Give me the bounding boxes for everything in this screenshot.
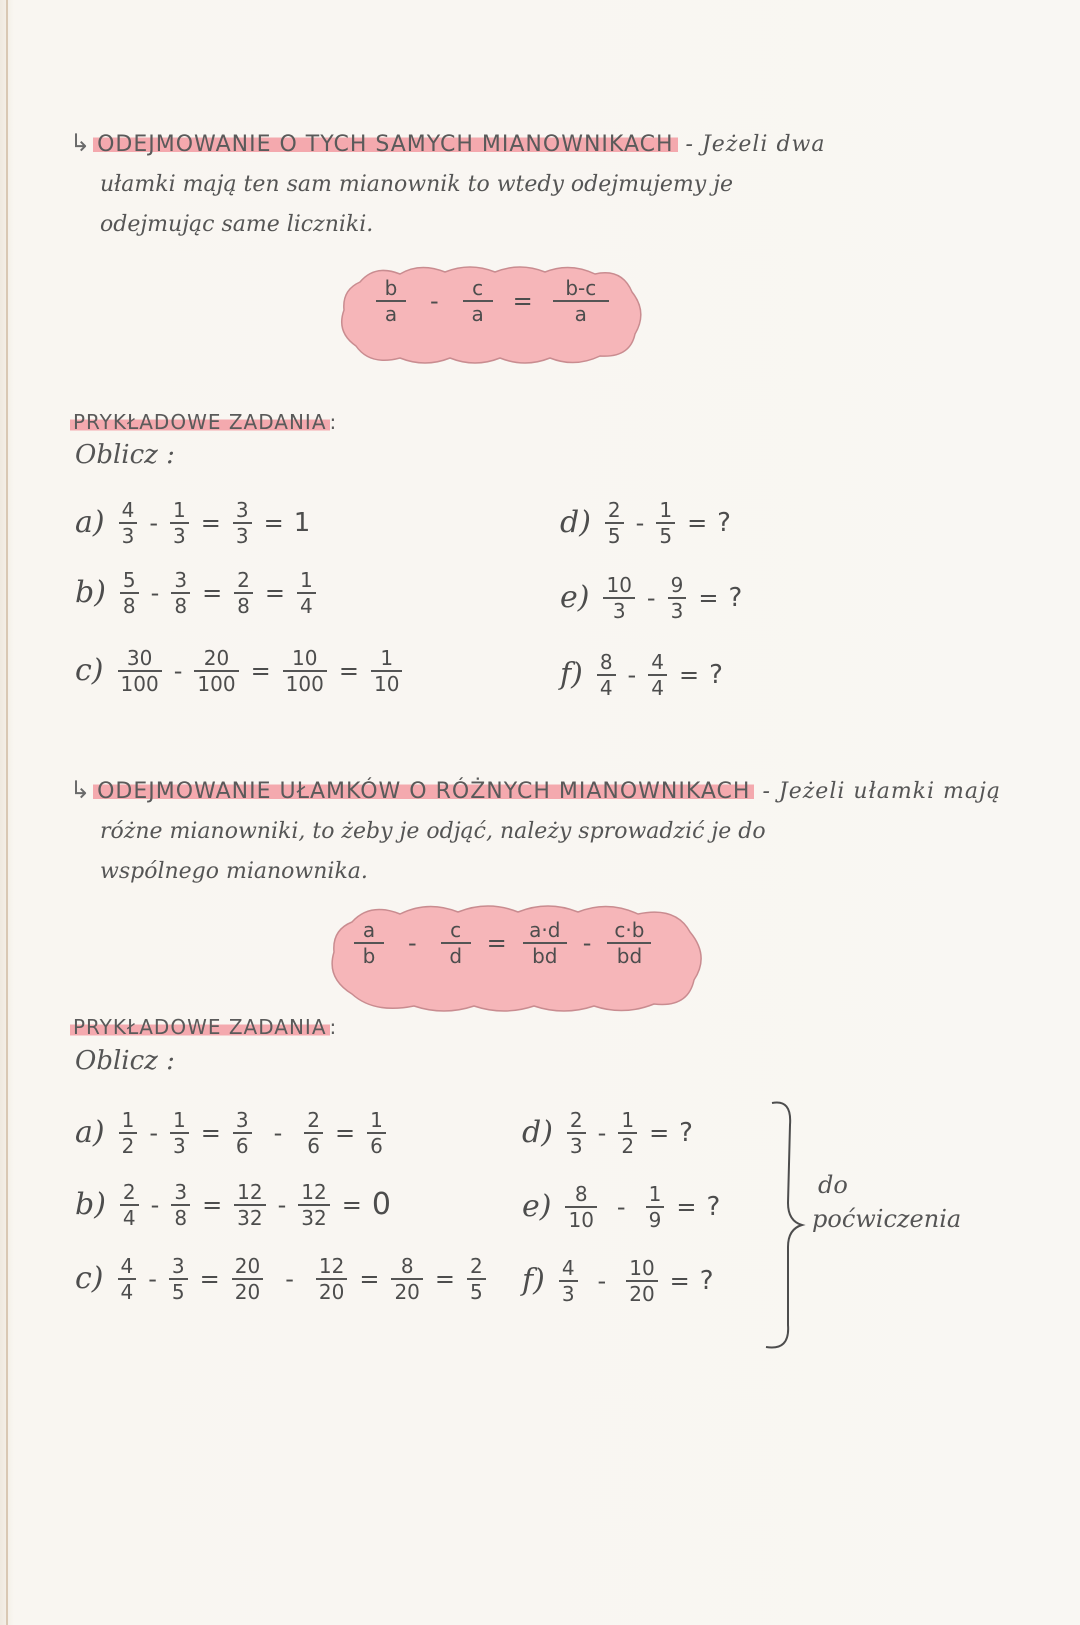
numerator: 2 xyxy=(607,498,621,522)
numerator: 12 xyxy=(301,1180,327,1204)
numerator: 2 xyxy=(569,1108,583,1132)
numerator: 1 xyxy=(173,1108,186,1132)
question-mark: ? xyxy=(728,582,743,613)
minus-sign: - xyxy=(627,660,637,689)
section2-examples-title xyxy=(70,1015,337,1039)
denominator: 3 xyxy=(173,523,186,548)
equals-sign: = xyxy=(199,1264,220,1293)
denominator: 3 xyxy=(235,523,249,548)
numerator: 1 xyxy=(300,568,313,592)
numerator: 10 xyxy=(629,1256,655,1280)
arrow-icon: ↳ xyxy=(70,776,92,804)
denominator: 3 xyxy=(173,1133,186,1158)
formula1-frac-result xyxy=(553,278,609,324)
example-label: c) xyxy=(75,653,104,689)
denominator: 6 xyxy=(235,1133,249,1158)
examples-title-text: PRYKŁADOWE ZADANIA xyxy=(70,1015,330,1039)
denominator: 4 xyxy=(599,675,613,700)
minus-sign: - xyxy=(273,1118,283,1147)
formula1-frac-a xyxy=(376,278,406,324)
section1-heading-line xyxy=(70,123,1020,165)
formula1-frac-b xyxy=(463,278,493,324)
denominator: 9 xyxy=(648,1207,662,1232)
denominator: 10 xyxy=(568,1207,594,1232)
question-mark: ? xyxy=(706,1191,721,1222)
minus-sign: - xyxy=(285,1264,294,1293)
formula2 xyxy=(348,920,657,966)
numerator: 10 xyxy=(606,573,632,597)
denominator: 3 xyxy=(569,1133,583,1158)
equals-sign: = xyxy=(202,578,223,607)
equals-sign: = xyxy=(338,656,359,685)
curly-brace-icon xyxy=(758,1095,808,1355)
section1-line3: odejmując same liczniki. xyxy=(100,212,374,237)
numerator: 4 xyxy=(120,1254,134,1278)
numerator: b-c xyxy=(565,276,597,300)
example-label: e) xyxy=(522,1189,552,1225)
numerator: b xyxy=(384,276,398,300)
equals-sign: = xyxy=(512,286,533,315)
numerator: 2 xyxy=(307,1108,320,1132)
section2-heading: ODEJMOWANIE UŁAMKÓW O RÓŻNYCH MIANOWNIKACH xyxy=(93,779,754,804)
numerator: 8 xyxy=(574,1182,588,1206)
equals-sign: = xyxy=(334,1118,356,1147)
denominator: bd xyxy=(532,943,558,968)
minus-sign: - xyxy=(148,1264,157,1293)
s1-example-d xyxy=(560,500,735,546)
denominator: 5 xyxy=(171,1279,185,1304)
equals-sign: = xyxy=(676,1192,697,1221)
denominator: b xyxy=(362,943,376,968)
numerator: 3 xyxy=(171,1254,185,1278)
question-mark: ? xyxy=(709,659,723,690)
numerator: 1 xyxy=(659,498,673,522)
formula2-frac-r1 xyxy=(523,920,567,966)
numerator: 3 xyxy=(174,568,188,592)
minus-sign: - xyxy=(597,1266,607,1295)
denominator: 20 xyxy=(234,1279,261,1304)
practice-note-line2: poćwiczenia xyxy=(812,1205,962,1233)
numerator: 4 xyxy=(121,498,135,522)
minus-sign: - xyxy=(582,928,592,957)
result: 1 xyxy=(293,507,311,538)
denominator: 8 xyxy=(237,593,250,618)
minus-sign: - xyxy=(597,1118,607,1147)
section2-oblicz: Oblicz : xyxy=(75,1046,175,1076)
question-mark: ? xyxy=(679,1117,693,1148)
s2-example-b xyxy=(75,1182,395,1228)
denominator: 5 xyxy=(659,523,673,548)
numerator: 2 xyxy=(470,1254,483,1278)
numerator: 3 xyxy=(174,1180,188,1204)
s1-example-b xyxy=(75,570,322,616)
denominator: 5 xyxy=(470,1279,483,1304)
minus-sign: - xyxy=(277,1190,287,1219)
equals-sign: = xyxy=(250,656,271,685)
section2-intro: - Jeżeli ułamki mają xyxy=(762,779,1001,804)
section2-heading-line xyxy=(70,770,1020,812)
equals-sign: = xyxy=(200,508,221,537)
denominator: 8 xyxy=(174,593,188,618)
s2-example-a xyxy=(75,1110,392,1156)
s1-example-f xyxy=(560,652,727,698)
example-label: d) xyxy=(522,1115,553,1151)
section2-line3: wspólnego mianownika. xyxy=(100,859,368,884)
numerator: 20 xyxy=(234,1254,261,1278)
numerator: c xyxy=(472,276,484,300)
equals-sign: = xyxy=(687,508,708,537)
denominator: 3 xyxy=(121,523,135,548)
denominator: 4 xyxy=(122,1205,136,1230)
section-different-denominators xyxy=(70,770,1020,892)
numerator: c·b xyxy=(614,918,645,942)
denominator: 20 xyxy=(318,1279,345,1304)
s1-example-e xyxy=(560,575,746,621)
equals-sign: = xyxy=(698,583,719,612)
denominator: 32 xyxy=(301,1205,327,1230)
s1-example-c xyxy=(75,648,408,694)
s2-example-e xyxy=(522,1184,724,1230)
examples-title-colon: : xyxy=(329,1015,338,1039)
denominator: 10 xyxy=(373,671,400,696)
minus-sign: - xyxy=(150,578,160,607)
denominator: 4 xyxy=(120,1279,134,1304)
minus-sign: - xyxy=(408,928,417,957)
denominator: 5 xyxy=(607,523,621,548)
arrow-icon: ↳ xyxy=(70,129,92,157)
numerator: 9 xyxy=(670,573,684,597)
numerator: a xyxy=(362,918,376,942)
numerator: 1 xyxy=(121,1108,135,1132)
numerator: 1 xyxy=(380,646,394,670)
equals-sign: = xyxy=(263,508,284,537)
minus-sign: - xyxy=(149,508,158,537)
numerator: 5 xyxy=(122,568,136,592)
numerator: 30 xyxy=(126,646,153,670)
denominator: d xyxy=(449,943,463,968)
examples-title-text: PRYKŁADOWE ZADANIA xyxy=(70,410,330,434)
s1-example-a xyxy=(75,500,314,546)
numerator: 4 xyxy=(651,650,664,674)
example-label: a) xyxy=(75,1115,105,1151)
example-label: e) xyxy=(560,580,590,616)
denominator: 100 xyxy=(285,671,324,696)
minus-sign: - xyxy=(635,508,645,537)
minus-sign: - xyxy=(430,286,439,315)
numerator: 3 xyxy=(235,1108,249,1132)
denominator: 3 xyxy=(561,1281,575,1306)
example-label: f) xyxy=(560,657,583,693)
numerator: 2 xyxy=(237,568,250,592)
numerator: 10 xyxy=(292,646,318,670)
section-same-denominators xyxy=(70,123,1020,245)
denominator: a xyxy=(574,301,587,326)
denominator: 2 xyxy=(621,1133,635,1158)
equals-sign: = xyxy=(649,1118,670,1147)
numerator: 1 xyxy=(648,1182,662,1206)
denominator: bd xyxy=(616,943,643,968)
denominator: 4 xyxy=(651,675,664,700)
numerator: a·d xyxy=(529,918,561,942)
denominator: 100 xyxy=(120,671,159,696)
formula1 xyxy=(370,278,615,324)
example-label: d) xyxy=(560,505,591,541)
section2-line2: różne mianowniki, to żeby je odjąć, należy sprowadzić je do xyxy=(100,819,766,844)
numerator: 3 xyxy=(235,498,249,522)
equals-sign: = xyxy=(359,1264,380,1293)
example-label: c) xyxy=(75,1261,104,1297)
numerator: c xyxy=(450,918,462,942)
section1-line2: ułamki mają ten sam mianownik to wtedy odejmujemy je xyxy=(100,172,734,197)
examples-title-colon: : xyxy=(329,410,338,434)
section1-intro: - Jeżeli dwa xyxy=(685,132,826,157)
section1-oblicz: Oblicz : xyxy=(75,440,175,470)
practice-note xyxy=(812,1168,961,1236)
denominator: a xyxy=(471,301,484,326)
section1-heading: ODEJMOWANIE O TYCH SAMYCH MIANOWNIKACH xyxy=(93,132,677,157)
denominator: a xyxy=(384,301,398,326)
numerator: 8 xyxy=(400,1254,414,1278)
minus-sign: - xyxy=(173,656,183,685)
minus-sign: - xyxy=(150,1190,160,1219)
formula2-frac-a xyxy=(354,920,384,966)
denominator: 20 xyxy=(394,1279,420,1304)
numerator: 4 xyxy=(561,1256,575,1280)
denominator: 20 xyxy=(629,1281,655,1306)
formula2-frac-r2 xyxy=(607,920,651,966)
example-label: a) xyxy=(75,505,105,541)
denominator: 100 xyxy=(197,671,236,696)
result: 0 xyxy=(371,1187,391,1223)
denominator: 32 xyxy=(237,1205,263,1230)
section1-examples-title xyxy=(70,410,337,434)
denominator: 6 xyxy=(370,1133,383,1158)
denominator: 3 xyxy=(612,598,626,623)
numerator: 20 xyxy=(203,646,230,670)
numerator: 1 xyxy=(621,1108,635,1132)
equals-sign: = xyxy=(341,1190,362,1219)
equals-sign: = xyxy=(264,578,286,607)
minus-sign: - xyxy=(149,1118,158,1147)
equals-sign: = xyxy=(486,928,507,957)
numerator: 12 xyxy=(237,1180,263,1204)
page-edge xyxy=(6,0,8,1625)
question-mark: ? xyxy=(717,507,731,538)
s2-example-d xyxy=(522,1110,697,1156)
numerator: 1 xyxy=(370,1108,383,1132)
formula2-frac-b xyxy=(441,920,471,966)
equals-sign: = xyxy=(200,1118,221,1147)
numerator: 2 xyxy=(122,1180,136,1204)
numerator: 12 xyxy=(318,1254,345,1278)
denominator: 6 xyxy=(307,1133,320,1158)
example-label: b) xyxy=(75,1187,106,1223)
denominator: 8 xyxy=(122,593,136,618)
equals-sign: = xyxy=(202,1190,223,1219)
s2-example-c xyxy=(75,1256,492,1302)
numerator: 1 xyxy=(173,498,186,522)
practice-note-line1: do xyxy=(818,1171,848,1199)
minus-sign: - xyxy=(616,1192,626,1221)
equals-sign: = xyxy=(678,660,700,689)
denominator: 3 xyxy=(670,598,684,623)
example-label: f) xyxy=(522,1263,545,1299)
denominator: 4 xyxy=(300,593,313,618)
example-label: b) xyxy=(75,575,106,611)
question-mark: ? xyxy=(699,1265,714,1296)
numerator: 8 xyxy=(599,650,613,674)
equals-sign: = xyxy=(669,1266,690,1295)
s2-example-f xyxy=(522,1258,718,1304)
denominator: 2 xyxy=(121,1133,135,1158)
equals-sign: = xyxy=(434,1264,456,1293)
minus-sign: - xyxy=(646,583,656,612)
denominator: 8 xyxy=(174,1205,188,1230)
